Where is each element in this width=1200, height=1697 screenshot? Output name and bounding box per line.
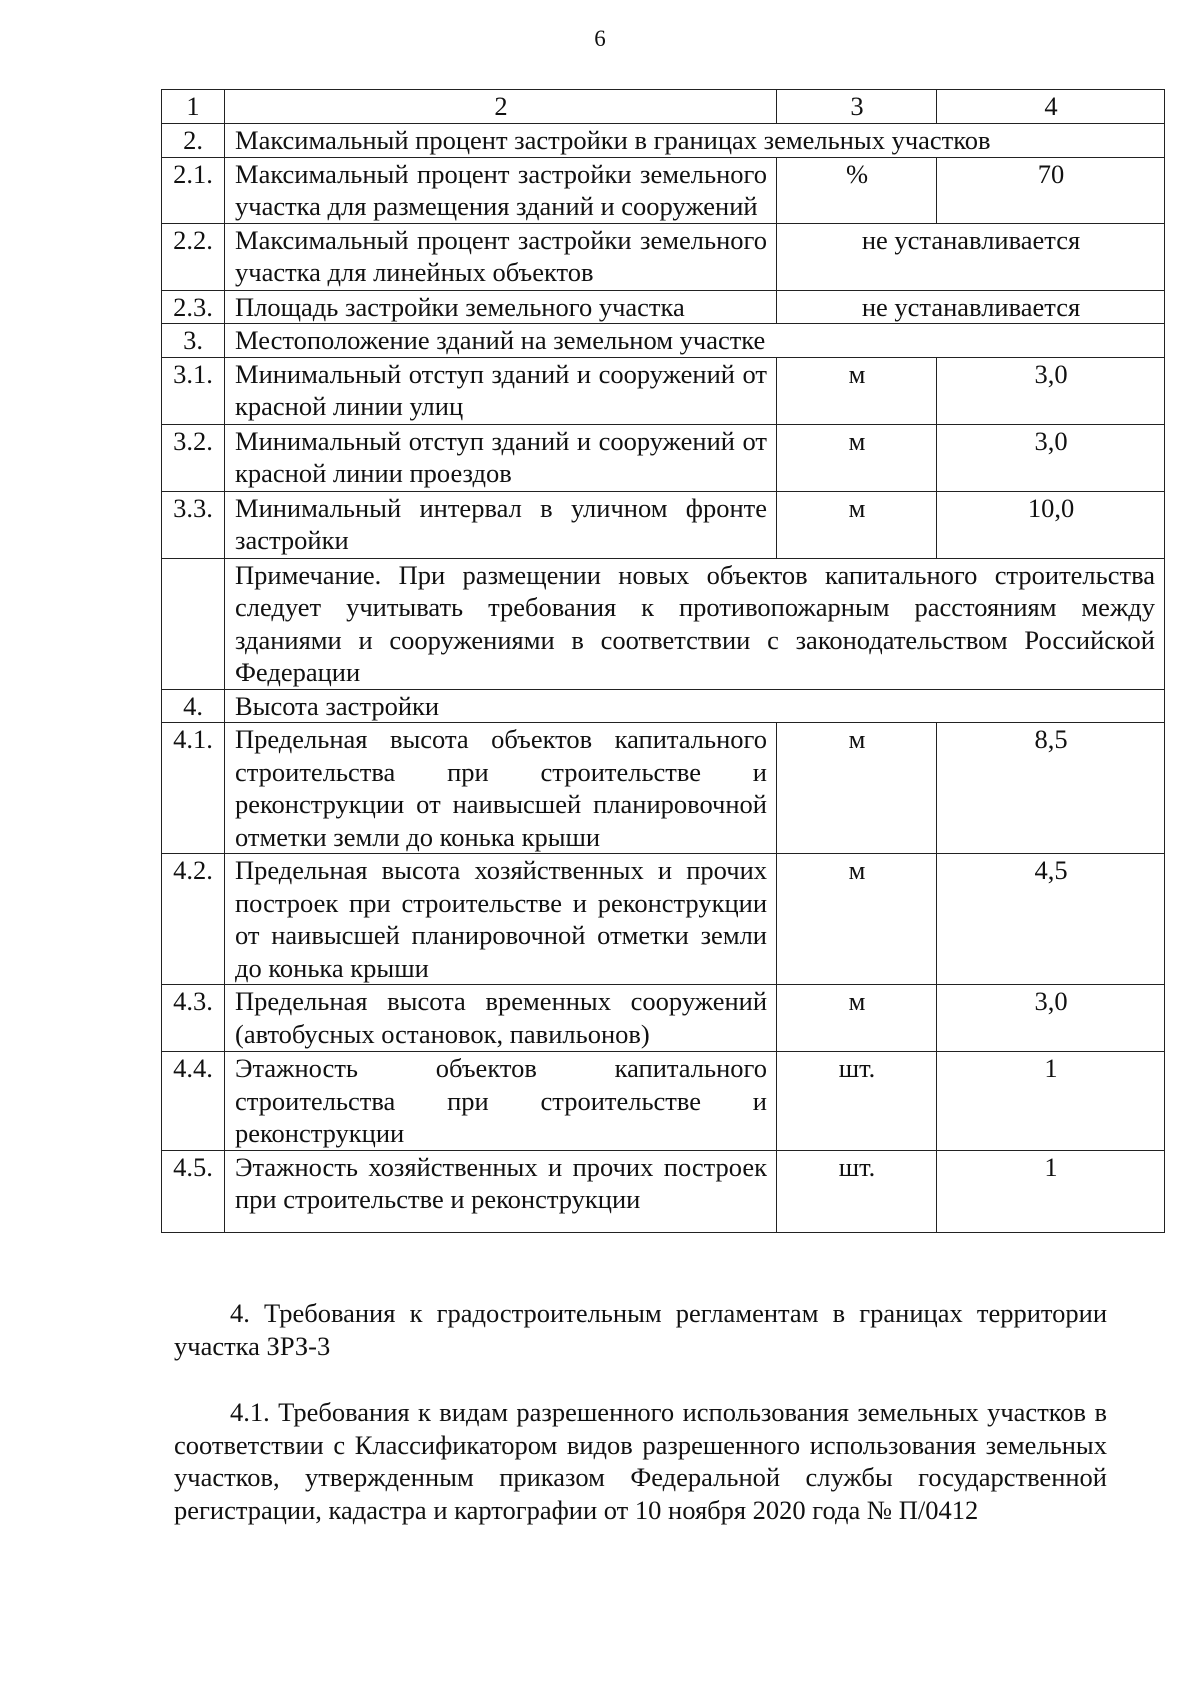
row-number: 4.4.: [162, 1052, 225, 1151]
row-number: 3.3.: [162, 491, 225, 558]
row-value: 3,0: [937, 424, 1165, 491]
row-number: 4.5.: [162, 1150, 225, 1232]
row-value: 70: [937, 157, 1165, 223]
row-description: Предельная высота хозяйственных и прочих построек при строительстве и реконструкции от наивысшей планировочной отметки земли до конька крыши: [225, 854, 777, 985]
row-number: 4.: [162, 689, 225, 723]
row-value: 3,0: [937, 357, 1165, 424]
row-description: Максимальный процент застройки земельного участка для размещения зданий и сооружений: [225, 157, 777, 223]
table-row: [162, 985, 1165, 1052]
row-number: 3.2.: [162, 424, 225, 491]
row-value: не устанавливается: [777, 290, 1165, 324]
row-description: Предельная высота временных сооружений (автобусных остановок, павильонов): [225, 985, 777, 1052]
row-number: 3.: [162, 324, 225, 358]
table-row: [162, 290, 1165, 324]
header-cell: 2: [225, 90, 777, 124]
row-unit: %: [777, 157, 937, 223]
row-number: 2.: [162, 124, 225, 158]
table-row: [162, 854, 1165, 985]
header-cell: 1: [162, 90, 225, 124]
row-number: 3.1.: [162, 357, 225, 424]
row-description: Этажность объектов капитального строительства при строительстве и реконструкции: [225, 1052, 777, 1151]
header-cell: 3: [777, 90, 937, 124]
row-unit: м: [777, 491, 937, 558]
section-title: Местоположение зданий на земельном участке: [225, 324, 1165, 358]
table-row-note: [162, 558, 1165, 689]
row-value: 1: [937, 1052, 1165, 1151]
row-description: Минимальный отступ зданий и сооружений от красной линии улиц: [225, 357, 777, 424]
section-title: Максимальный процент застройки в границах земельных участков: [225, 124, 1165, 158]
row-description: Минимальный отступ зданий и сооружений от красной линии проездов: [225, 424, 777, 491]
row-value: 3,0: [937, 985, 1165, 1052]
section-title: Высота застройки: [225, 689, 1165, 723]
row-number: 4.2.: [162, 854, 225, 985]
table-row-section: [162, 124, 1165, 158]
row-value: 8,5: [937, 723, 1165, 854]
table-header-row: [162, 90, 1165, 124]
row-description: Минимальный интервал в уличном фронте застройки: [225, 491, 777, 558]
row-value: не устанавливается: [777, 223, 1165, 290]
row-value: 4,5: [937, 854, 1165, 985]
row-description: Этажность хозяйственных и прочих построек при строительстве и реконструкции: [225, 1150, 777, 1232]
row-description: Предельная высота объектов капитального строительства при строительстве и реконструкции от наивысшей планировочной отметки земли до конька крыши: [225, 723, 777, 854]
table-row: [162, 223, 1165, 290]
row-number: [162, 558, 225, 689]
row-description: Максимальный процент застройки земельного участка для линейных объектов: [225, 223, 777, 290]
table-row: [162, 1052, 1165, 1151]
row-unit: м: [777, 723, 937, 854]
row-value: 10,0: [937, 491, 1165, 558]
row-unit: м: [777, 424, 937, 491]
table-row: [162, 357, 1165, 424]
table-row-section: [162, 324, 1165, 358]
row-description: Площадь застройки земельного участка: [225, 290, 777, 324]
note-text: Примечание. При размещении новых объектов капитального строительства следует учитывать требования к противопожарным расстояниям между зданиями и сооружениями в соответствии с законодательством Российской Федерации: [225, 558, 1165, 689]
row-number: 4.1.: [162, 723, 225, 854]
header-cell: 4: [937, 90, 1165, 124]
row-number: 4.3.: [162, 985, 225, 1052]
row-unit: шт.: [777, 1052, 937, 1151]
row-unit: м: [777, 985, 937, 1052]
table-row: [162, 491, 1165, 558]
table-row: [162, 723, 1165, 854]
table-row-section: [162, 689, 1165, 723]
table-row: [162, 157, 1165, 223]
table-row: [162, 1150, 1165, 1232]
subsection-paragraph: 4.1. Требования к видам разрешенного использования земельных участков в соответствии с Классификатором видов разрешенного использования земельных участков, утвержденным приказом Федеральной службы государственной регистрации, кадастра и картографии от 10 ноября 2020 года № П/0412: [174, 1397, 1107, 1525]
row-value: 1: [937, 1150, 1165, 1232]
row-unit: м: [777, 854, 937, 985]
table-row: [162, 424, 1165, 491]
regulations-table: [161, 89, 1165, 1233]
page-number: 6: [594, 26, 606, 51]
row-number: 2.2.: [162, 223, 225, 290]
section-heading: 4. Требования к градостроительным регламентам в границах территории участка ЗРЗ-3: [174, 1298, 1107, 1361]
row-number: 2.1.: [162, 157, 225, 223]
row-number: 2.3.: [162, 290, 225, 324]
row-unit: шт.: [777, 1150, 937, 1232]
row-unit: м: [777, 357, 937, 424]
